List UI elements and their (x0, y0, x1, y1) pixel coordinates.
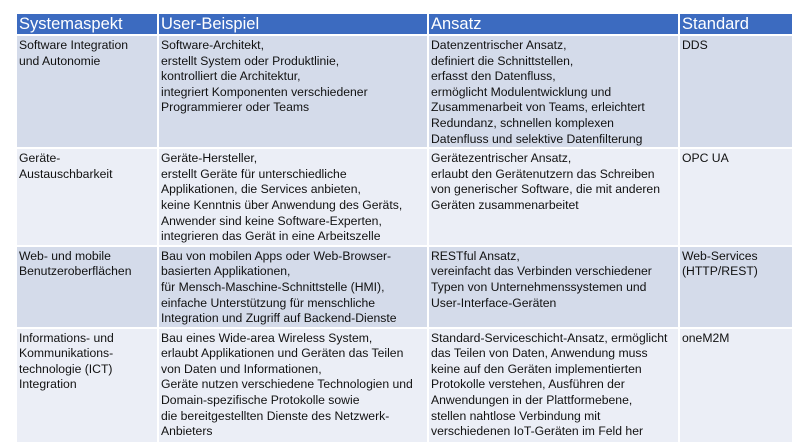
cell-standard: Web-Services (HTTP/REST) (679, 246, 792, 328)
header-user-beispiel: User-Beispiel (158, 14, 428, 35)
table-row (17, 35, 792, 148)
header-ansatz: Ansatz (428, 14, 679, 35)
cell-aspect: Informations- und Kommunikations- technologie (ICT) Integration (17, 328, 158, 442)
table-row (17, 246, 792, 328)
cell-aspect: Geräte- Austauschbarkeit (17, 148, 158, 246)
cell-aspect: Software Integration und Autonomie (17, 35, 158, 148)
cell-approach: Gerätezentrischer Ansatz, erlaubt den Gerätenutzern das Schreiben von generischer Software, die mit anderen Geräten zusammenarbeitet (428, 148, 679, 246)
cell-standard: OPC UA (679, 148, 792, 246)
cell-example: Bau eines Wide-area Wireless System, erlaubt Applikationen und Geräten das Teilen von Daten und Informationen, Geräte nutzen verschiedene Technologien und Domain-spezifische Protokolle sowie die bereitgestellten Dienste des Netzwerk- Anbieters (158, 328, 428, 442)
comparison-table (17, 14, 792, 442)
cell-standard: oneM2M (679, 328, 792, 442)
cell-approach: Datenzentrischer Ansatz, definiert die Schnittstellen, erfasst den Datenfluss, ermöglicht Modulentwicklung und Zusammenarbeit von Teams, erleichtert Redundanz, schnellen komplexen Datenfluss und selektive Datenfilterung (428, 35, 679, 148)
cell-approach: RESTful Ansatz, vereinfacht das Verbinden verschiedener Typen von Unternehmenssystemen und User-Interface-Geräten (428, 246, 679, 328)
cell-example: Geräte-Hersteller, erstellt Geräte für unterschiedliche Applikationen, die Services anbieten, keine Kenntnis über Anwendung des Geräts, Anwender sind keine Software-Experten, integrieren das Gerät in eine Arbeitszelle (158, 148, 428, 246)
cell-example: Software-Architekt, erstellt System oder Produktlinie, kontrolliert die Architektur, integriert Komponenten verschiedener Programmierer oder Teams (158, 35, 428, 148)
table-row (17, 328, 792, 442)
cell-aspect: Web- und mobile Benutzeroberflächen (17, 246, 158, 328)
header-standard: Standard (679, 14, 792, 35)
cell-standard: DDS (679, 35, 792, 148)
header-systemaspekt: Systemaspekt (17, 14, 158, 35)
header-row (17, 14, 792, 35)
cell-example: Bau von mobilen Apps oder Web-Browser- basierten Applikationen, für Mensch-Maschine-Schnittstelle (HMI), einfache Unterstützung für menschliche Integration und Zugriff auf Backend-Dienste (158, 246, 428, 328)
cell-approach: Standard-Serviceschicht-Ansatz, ermöglicht das Teilen von Daten, Anwendung muss keine auf den Geräten implementierten Protokolle verstehen, Ausführen der Anwendungen in der Plattformebene, stellen nahtlose Verbindung mit verschiedenen IoT-Geräten im Feld her (428, 328, 679, 442)
table-row (17, 148, 792, 246)
